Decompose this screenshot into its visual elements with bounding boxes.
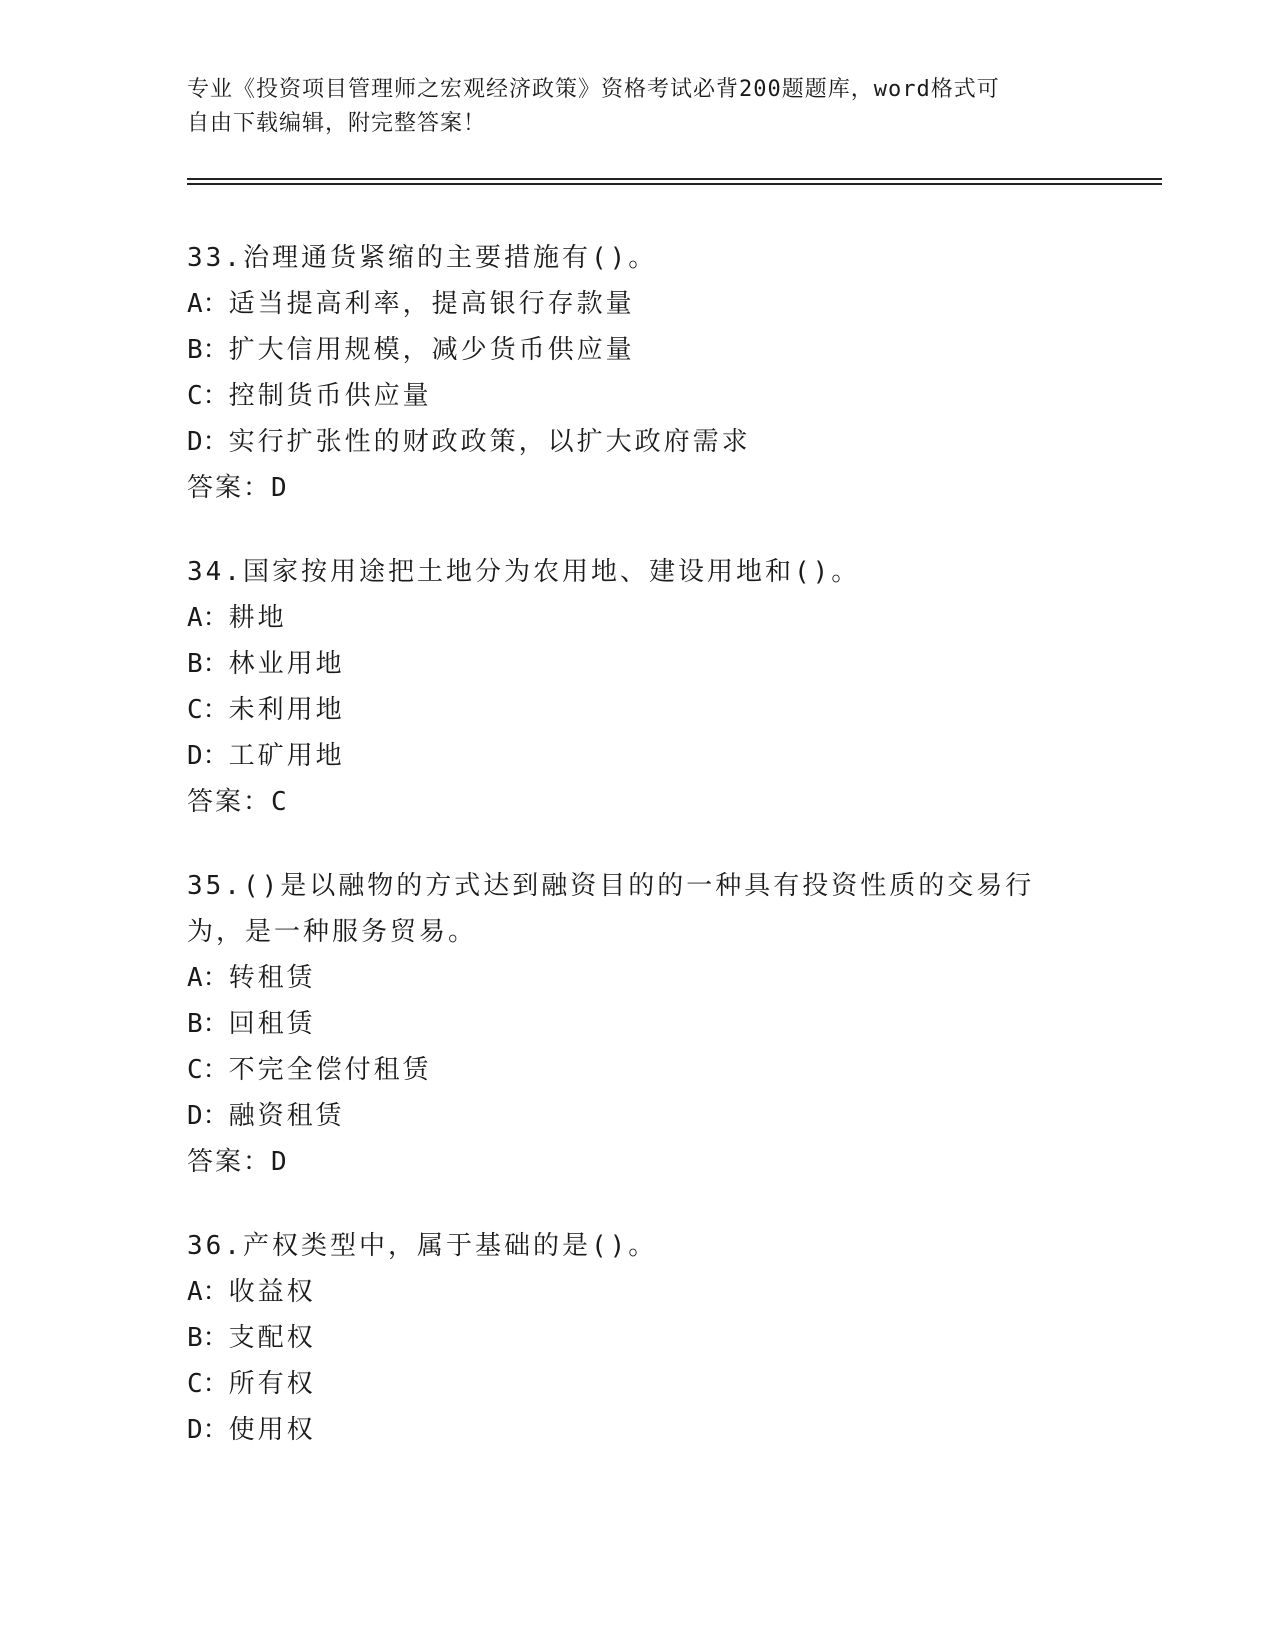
option-c (187, 1361, 1087, 1407)
question-block (187, 235, 1087, 511)
question-block (187, 1223, 1087, 1453)
option-text: 使用权 (228, 1415, 316, 1445)
option-key: B： (187, 1323, 229, 1353)
answer-value: C (271, 787, 287, 817)
option-text: 控制货币供应量 (228, 381, 432, 411)
option-b (187, 1001, 1087, 1047)
option-a (187, 1269, 1087, 1315)
option-a (187, 281, 1087, 327)
option-text: 支配权 (228, 1323, 316, 1353)
option-text: 未利用地 (228, 695, 345, 725)
answer-line (187, 465, 1087, 511)
answer-label: 答案： (187, 787, 272, 817)
option-key: C： (187, 381, 229, 411)
answer-value: D (271, 1147, 287, 1177)
option-text: 林业用地 (228, 649, 345, 679)
option-key: B： (187, 1009, 229, 1039)
option-key: A： (187, 963, 229, 993)
option-text: 适当提高利率，提高银行存款量 (228, 289, 635, 319)
option-key: C： (187, 1369, 229, 1399)
option-key: A： (187, 289, 229, 319)
question-block (187, 549, 1087, 825)
option-key: D： (187, 1415, 229, 1445)
option-text: 转租赁 (228, 963, 316, 993)
option-text: 回租赁 (228, 1009, 316, 1039)
option-key: C： (187, 695, 229, 725)
answer-label: 答案： (187, 473, 272, 503)
option-b (187, 1315, 1087, 1361)
header-line-2: 自由下载编辑，附完整答案！ (187, 111, 487, 136)
answer-line (187, 1139, 1087, 1185)
option-key: B： (187, 649, 229, 679)
option-d (187, 1407, 1087, 1453)
option-key: D： (187, 1101, 229, 1131)
option-key: D： (187, 427, 229, 457)
question-stem: 35.()是以融物的方式达到融资目的的一种具有投资性质的交易行为，是一种服务贸易。 (187, 871, 1035, 947)
option-key: B： (187, 335, 229, 365)
option-key: A： (187, 603, 229, 633)
option-text: 耕地 (228, 603, 287, 633)
header-divider-bottom (187, 183, 1162, 185)
question-list (187, 235, 1087, 1491)
option-text: 实行扩张性的财政政策，以扩大政府需求 (228, 427, 751, 457)
option-c (187, 1047, 1087, 1093)
option-key: D： (187, 741, 229, 771)
question-stem: 33.治理通货紧缩的主要措施有()。 (187, 243, 658, 273)
option-a (187, 955, 1087, 1001)
option-d (187, 419, 1087, 465)
question-block (187, 863, 1087, 1185)
answer-line (187, 779, 1087, 825)
option-c (187, 687, 1087, 733)
answer-label: 答案： (187, 1147, 272, 1177)
option-d (187, 733, 1087, 779)
header-divider-top (187, 178, 1162, 180)
option-text: 不完全偿付租赁 (228, 1055, 432, 1085)
option-text: 融资租赁 (228, 1101, 345, 1131)
option-key: C： (187, 1055, 229, 1085)
question-stem: 36.产权类型中，属于基础的是()。 (187, 1231, 658, 1261)
option-b (187, 327, 1087, 373)
option-text: 扩大信用规模，减少货币供应量 (228, 335, 635, 365)
option-text: 所有权 (228, 1369, 316, 1399)
option-text: 工矿用地 (228, 741, 345, 771)
answer-value: D (271, 473, 287, 503)
option-b (187, 641, 1087, 687)
option-d (187, 1093, 1087, 1139)
option-text: 收益权 (228, 1277, 316, 1307)
option-a (187, 595, 1087, 641)
option-key: A： (187, 1277, 229, 1307)
question-stem: 34.国家按用途把土地分为农用地、建设用地和()。 (187, 557, 861, 587)
document-header (187, 73, 1087, 141)
option-c (187, 373, 1087, 419)
header-line-1: 专业《投资项目管理师之宏观经济政策》资格考试必背200题题库，word格式可 (187, 77, 1000, 102)
